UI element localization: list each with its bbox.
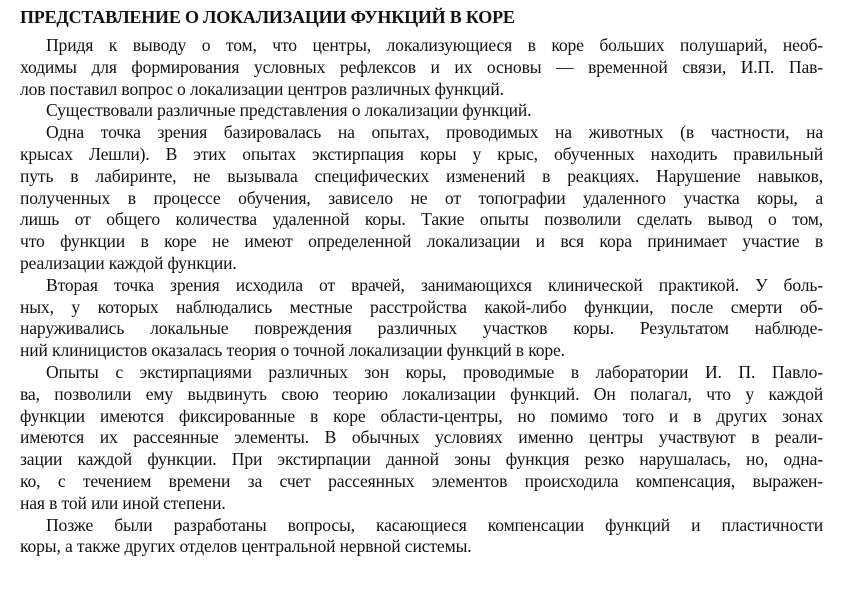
text-line: Вторая точка зрения исходила от врачей, занимающихся клинической практикой. У боль- <box>46 274 823 295</box>
text-line: функции имеются фиксированные в коре области-центры, но помимо того и в других зонах <box>20 405 823 426</box>
section-title: ПРЕДСТАВЛЕНИЕ О ЛОКАЛИЗАЦИИ ФУНКЦИЙ В КОРЕ <box>20 7 515 27</box>
text-line: ва, позволили ему выдвинуть свою теорию локализации функций. Он полагал, что у каждой <box>20 383 823 404</box>
text-line: имеются их рассеянные элементы. В обычных условиях именно центры участвуют в реали- <box>20 427 823 448</box>
text-line: ных, у которых наблюдались местные расстройства какой-либо функции, после смерти об- <box>20 296 823 317</box>
text-line: полученных в процессе обучения, зависело не от топографии удаленного участка коры, а <box>20 187 823 208</box>
text-line: ходимы для формирования условных рефлексов и их основы — временной связи, И.П. Пав- <box>20 56 823 77</box>
text-line: ко, с течением времени за счет рассеянных элементов происходила компенсация, выражен- <box>20 470 823 491</box>
paragraph <box>20 515 823 559</box>
text-line: реализации каждой функции. <box>20 252 237 273</box>
text-line: что функции в коре не имеют определенной локализации и вся кора принимает участие в <box>20 231 823 252</box>
text-line: ний клиницистов оказалась теория о точной локализации функций в коре. <box>20 340 565 361</box>
text-line: наруживались локальные повреждения различных участков коры. Результатом наблюде- <box>20 318 823 339</box>
text-line: лишь от общего количества удаленной коры. Такие опыты позволили сделать вывод о том, <box>20 209 823 230</box>
text-line: крысах Лешли). В этих опытах экстирпация коры у крыс, обученных находить правильный <box>20 143 823 164</box>
paragraph <box>20 122 823 275</box>
paragraph <box>20 275 823 362</box>
text-line: путь в лабиринте, не вызывала специфических изменений в реакциях. Нарушение навыков, <box>20 165 823 186</box>
text-line: Существовали различные представления о локализации функций. <box>46 100 532 121</box>
paragraph <box>20 362 823 515</box>
text-line: ная в той или иной степени. <box>20 492 226 513</box>
document-body <box>20 35 823 558</box>
paragraph <box>20 100 823 122</box>
text-line: коры, а также других отделов центральной нервной системы. <box>20 536 472 557</box>
text-line: Опыты с экстирпациями различных зон коры, проводимые в лаборатории И. П. Павло- <box>46 361 823 382</box>
text-line: Одна точка зрения базировалась на опытах, проводимых на животных (в частности, на <box>46 122 823 143</box>
text-line: зации каждой функции. При экстирпации данной зоны функция резко нарушалась, но, одна- <box>20 449 823 470</box>
text-line: лов поставил вопрос о локализации центров различных функций. <box>20 78 504 99</box>
text-line: Позже были разработаны вопросы, касающиеся компенсации функций и пластичности <box>46 514 823 535</box>
paragraph <box>20 35 823 100</box>
text-line: Придя к выводу о том, что центры, локализующиеся в коре больших полушарий, необ- <box>46 35 823 55</box>
